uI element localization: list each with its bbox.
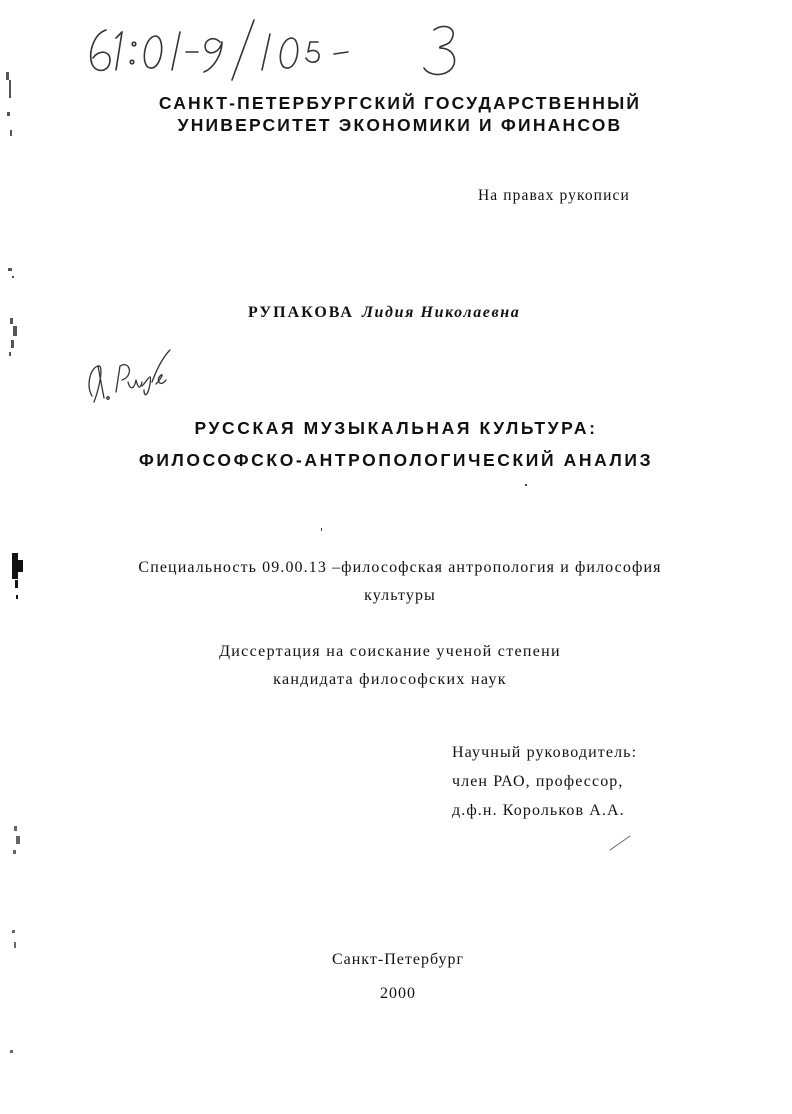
author-signature [78, 346, 178, 408]
university-name [4, 92, 792, 136]
manuscript-rights-note: На правах рукописи [478, 187, 630, 204]
thesis-title-line2: ФИЛОСОФСКО-АНТРОПОЛОГИЧЕСКИЙ АНАЛИЗ [138, 450, 654, 470]
author-name [248, 304, 520, 322]
scan-speck [321, 528, 322, 531]
supervisor-position: член РАО, профессор, [452, 773, 624, 790]
specialty-statement [4, 554, 792, 610]
handwritten-archive-number [72, 8, 492, 86]
university-name-line2: УНИВЕРСИТЕТ ЭКОНОМИКИ И ФИНАНСОВ [177, 115, 623, 135]
degree-statement [0, 638, 786, 694]
supervisor-name: д.ф.н. Корольков А.А. [452, 802, 625, 819]
scan-speck [525, 484, 527, 486]
degree-line1: Диссертация на соискание ученой степени [219, 643, 561, 660]
thesis-title-line1: РУССКАЯ МУЗЫКАЛЬНАЯ КУЛЬТУРА: [194, 418, 598, 438]
specialty-line1: Специальность 09.00.13 –философская антропология и философия [138, 559, 662, 576]
imprint [2, 943, 792, 1011]
imprint-year: 2000 [380, 985, 416, 1002]
degree-line2: кандидата философских наук [273, 671, 507, 688]
imprint-city: Санкт-Петербург [331, 951, 465, 968]
supervisor-heading: Научный руководитель: [452, 744, 638, 761]
pen-mark [608, 832, 632, 852]
supervisor-block [452, 738, 637, 825]
thesis-title [0, 412, 792, 476]
university-name-line1: САНКТ-ПЕТЕРБУРГСКИЙ ГОСУДАРСТВЕННЫЙ [158, 93, 642, 113]
author-surname: РУПАКОВА [248, 304, 354, 321]
specialty-line2: культуры [364, 587, 436, 604]
author-given-names: Лидия Николаевна [361, 304, 521, 321]
